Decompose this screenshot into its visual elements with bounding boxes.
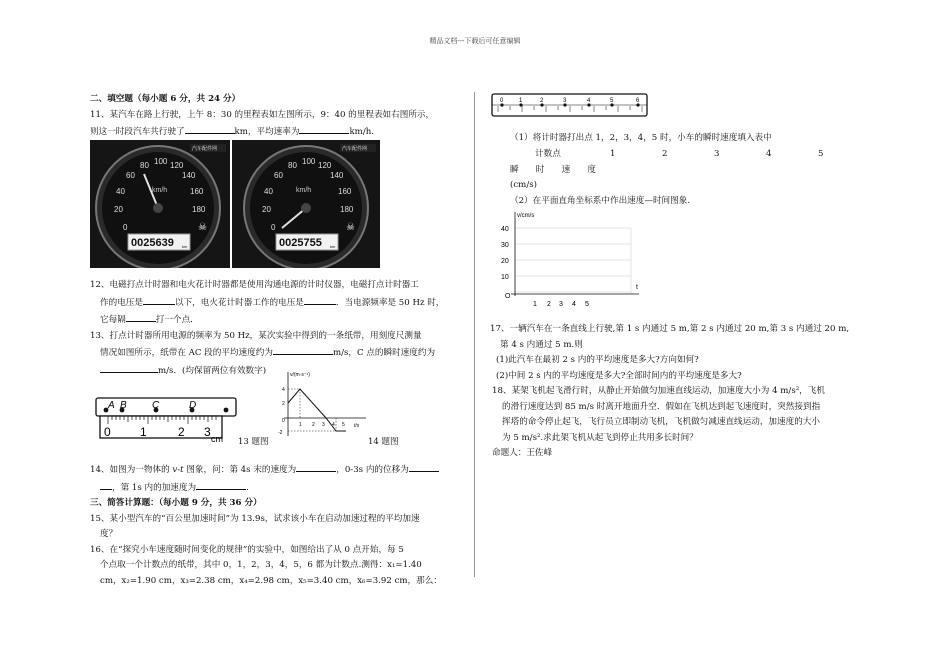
q12-text: 它每隔 xyxy=(100,315,126,325)
y-tick: -2 xyxy=(278,430,283,436)
tick-label: 180 xyxy=(340,205,354,214)
q12-line3 xyxy=(90,311,465,329)
tick-label: 100 xyxy=(302,157,316,166)
table-col: 5 xyxy=(818,148,824,159)
point-label: A xyxy=(108,400,115,411)
blank-q12-voltage1[interactable] xyxy=(143,294,175,305)
brand-label: 汽车配件网 xyxy=(192,146,218,152)
grid-x-tick: 5 xyxy=(585,301,589,308)
scale-label: 3 xyxy=(204,425,211,439)
brand-label: 汽车配件网 xyxy=(342,146,368,152)
tick-label: 140 xyxy=(330,171,344,180)
q13-text: m/s，C 点的瞬时速度约为 xyxy=(332,348,436,358)
tape-mark: 1 xyxy=(519,98,523,104)
warning-icon: ☠ xyxy=(346,222,355,233)
q15-line2: 度？ xyxy=(100,529,118,539)
q16-velocity-time-grid xyxy=(495,208,645,310)
q14-line1 xyxy=(90,461,465,479)
grid-x-tick: 4 xyxy=(572,301,576,308)
grid-y-tick: 10 xyxy=(501,274,509,281)
warning-icon: ☠ xyxy=(198,222,207,233)
blank-q12-interval[interactable] xyxy=(126,311,156,322)
q14-text: . xyxy=(246,482,249,493)
tick-label: 160 xyxy=(338,187,352,196)
tick-label: 120 xyxy=(318,161,332,170)
page-header: 精品文档---下载后可任意编辑 xyxy=(429,37,521,45)
grid-x-tick: 2 xyxy=(547,301,551,308)
right-column-q17-q18 xyxy=(490,322,890,462)
tick-label: 80 xyxy=(140,161,149,170)
q17-part1: (1)此汽车在最初 2 s 内的平均速度是多大?方向如何? xyxy=(496,355,699,365)
q12-text: 作的电压是 xyxy=(100,297,143,308)
blank-q14-velocity[interactable] xyxy=(296,461,336,472)
q15-line1: 15、某小型汽车的“百公里加速时间”为 13.9s，试求该小车在启动加速过程的平均加速 xyxy=(90,513,420,524)
x-tick: 4 xyxy=(332,422,335,428)
grid-y-label: v/cm/s xyxy=(517,213,535,219)
column-divider xyxy=(474,92,475,577)
odometer-image-right xyxy=(232,140,380,268)
section-calc-title: 三、简答计算题：（每小题 9 分，共 36 分） xyxy=(90,498,262,508)
blank-q14-displacement-cont[interactable] xyxy=(100,479,112,490)
table-col: 1 xyxy=(610,148,616,159)
q12-line1: 12、电磁打点计时器和电火花计时器都是使用沟通电源的计时仪器，电磁打点计时器工 xyxy=(90,280,419,290)
blank-q13-avg[interactable] xyxy=(273,344,333,355)
tick-label: 0 xyxy=(123,223,128,232)
table-col: 2 xyxy=(662,148,668,159)
velocity-table-header xyxy=(510,147,890,163)
q12-text: 打一个点． xyxy=(155,315,199,325)
tick-label: 20 xyxy=(114,205,123,214)
tick-label: 40 xyxy=(116,187,125,196)
x-axis-label: t/s xyxy=(354,423,360,429)
blank-q14-displacement[interactable] xyxy=(409,461,439,472)
grid-y-tick: 20 xyxy=(501,258,509,265)
tick-label: 0 xyxy=(271,223,276,232)
q18-line4: 为 5 m/s².求此架飞机从起飞到停止共用多长时间？ xyxy=(502,432,698,443)
point-label: C xyxy=(152,400,160,411)
odometer-unit: km xyxy=(182,244,188,249)
q16-part1: （1）将计时器打出点 1，2，3，4，5 时，小车的瞬时速度填入表中 xyxy=(510,133,772,143)
tape-mark: 0 xyxy=(500,98,504,104)
figure-13-ruler xyxy=(92,392,240,444)
tick-label: 60 xyxy=(274,171,283,180)
q14-text: ，0-3s 内的位移为 xyxy=(336,465,409,475)
q17-line2: 第 4 s 内通过 5 m.则 xyxy=(500,339,583,350)
speed-unit: km/h xyxy=(152,187,168,194)
vt-line xyxy=(288,389,346,431)
table-row-velocity: 瞬 时 速 度 xyxy=(510,164,596,175)
y-tick: 2 xyxy=(282,401,285,407)
grid-y-tick: 40 xyxy=(501,226,509,233)
tape-mark: 2 xyxy=(540,98,544,104)
q14-text: 14、如图为一物体的 xyxy=(90,465,173,475)
tape-mark: 5 xyxy=(610,98,614,104)
table-col: 3 xyxy=(714,148,720,159)
q18-line1: 18、某架飞机起飞滑行时，从静止开始做匀加速直线运动，加速度大小为 4 m/s²，飞机 xyxy=(492,386,825,396)
q13-text: m/s．(均保留两位有效数字) xyxy=(158,365,267,376)
q11-line2 xyxy=(90,123,465,141)
y-axis-label: v/(m·s⁻¹) xyxy=(290,372,310,378)
q12-line2 xyxy=(90,294,465,312)
tick-label: 40 xyxy=(264,187,273,196)
q11-text: km/h. xyxy=(349,127,374,137)
tape-mark: 3 xyxy=(563,98,567,104)
q18-line3: 挥塔的命令停止起飞，飞行员立即制动飞机，飞机做匀减速直线运动，加速度的大小 xyxy=(502,417,820,427)
section-fill-blank-title: 二、填空题（每小题 6 分，共 24 分） xyxy=(90,94,241,104)
tick-label: 20 xyxy=(262,205,271,214)
speedometer-left xyxy=(90,140,230,268)
odometer-reading: 0025755 xyxy=(279,237,322,249)
blank-q14-acceleration[interactable] xyxy=(196,479,246,490)
q13-line2 xyxy=(90,344,465,362)
x-tick: 3 xyxy=(322,422,325,428)
x-tick: 1 xyxy=(299,422,302,428)
unit-label: cm xyxy=(211,434,223,444)
table-row-unit: (cm/s) xyxy=(510,180,537,190)
figure-13-caption: 13 题图 xyxy=(238,437,269,447)
odometer-reading: 0025639 xyxy=(131,237,174,249)
q18-line2: 的滑行速度达到 85 m/s 时离开地面升空．假如在飞机达到起飞速度时，突然接到指 xyxy=(502,401,821,412)
y-tick: 4 xyxy=(282,387,285,393)
q11-line1: 11、某汽车在路上行驶，上午 8：30 的里程表如左图所示，9：40 的里程表如右图所示， xyxy=(90,109,435,120)
speedometer-right xyxy=(232,140,380,268)
scale-label: 1 xyxy=(140,425,147,439)
q12-text: 以下，电火花计时器工作的电压是 xyxy=(174,297,304,308)
scale-label: 0 xyxy=(104,425,111,439)
left-column-q12-q13 xyxy=(90,278,465,379)
q16-tape-figure xyxy=(490,92,650,118)
figure-14-caption: 14 题图 xyxy=(368,437,399,447)
tick-label: 60 xyxy=(126,171,135,180)
x-tick: 2 xyxy=(312,422,315,428)
blank-q12-voltage2[interactable] xyxy=(304,294,336,305)
blank-q13-inst[interactable] xyxy=(100,362,158,373)
q14-vt-text: v-t xyxy=(172,465,184,475)
table-head-count: 计数点 xyxy=(535,148,561,159)
q13-text: 情况如图所示，纸带在 AC 段的平均速度约为 xyxy=(100,348,273,358)
left-column-q14-q16 xyxy=(90,461,465,589)
grid-x-label: t xyxy=(636,284,638,291)
q13-line1: 13、打点计时器所用电源的频率为 50 Hz，某次实验中得到的一条纸带，用刻度尺测量 xyxy=(90,330,422,341)
q14-text: 图象，问：第 4s 末的速度为 xyxy=(183,465,297,475)
q16-line2: 个点取一个计数点的纸带，其中 0，1，2，3，4，5，6 都为计数点.测得：x₁=1.40 xyxy=(100,560,422,570)
y-tick: 0 xyxy=(282,418,285,424)
q16-part2: （2）在平面直角坐标系中作出速度—时间图象. xyxy=(510,195,691,206)
point-label: D xyxy=(189,400,197,411)
q11-text: km，平均速率为 xyxy=(234,127,300,137)
q16-line1: 16、在“探究小车速度随时间变化的规律”的实验中，如图给出了从 0 点开始，每 5 xyxy=(90,544,404,555)
blank-q11-distance[interactable] xyxy=(185,123,235,134)
q14-line2 xyxy=(90,479,465,497)
grid-y-tick: 30 xyxy=(501,242,509,249)
tape-mark: 4 xyxy=(587,98,591,104)
odometer-image-left xyxy=(90,140,230,268)
tick-label: 100 xyxy=(154,157,168,166)
speed-unit: km/h xyxy=(296,187,312,194)
blank-q11-speed[interactable] xyxy=(299,123,349,134)
scale-label: 2 xyxy=(178,425,185,439)
q17-part2: (2)中间 2 s 内的平均速度是多大?全部时间内的平均速度是多大? xyxy=(496,370,742,381)
q12-text: ．当电源频率是 50 Hz 时， xyxy=(335,297,445,308)
grid-x-tick: 3 xyxy=(559,301,563,308)
q14-text: ，第 1s 内的加速度为 xyxy=(112,482,197,493)
odometer-unit: km xyxy=(330,244,336,249)
table-col: 4 xyxy=(766,148,772,159)
left-column xyxy=(90,92,465,141)
x-tick: 5 xyxy=(342,422,345,428)
right-column-q16 xyxy=(510,131,890,209)
tick-label: 160 xyxy=(190,187,204,196)
q11-text: 则这一时段汽车共行驶了 xyxy=(90,127,185,137)
tick-label: 140 xyxy=(182,171,196,180)
tape-mark: 6 xyxy=(636,98,640,104)
grid-x-tick: 1 xyxy=(533,301,537,308)
tick-label: 120 xyxy=(170,161,184,170)
tick-label: 80 xyxy=(288,161,297,170)
figure-14-vt-graph xyxy=(270,368,370,440)
q16-line3: cm，x₂=1.90 cm，x₃=2.38 cm，x₄=2.98 cm，x₅=3.40 cm，x₆=3.92 cm，那么： xyxy=(100,575,442,586)
grid-origin: O xyxy=(505,293,511,300)
q17-line1: 17、一辆汽车在一条直线上行驶,第 1 s 内通过 5 m,第 2 s 内通过 20 m,第 3 s 内通过 20 m, xyxy=(490,324,850,334)
author-line: 命题人：王佐峰 xyxy=(492,448,553,458)
point-label: B xyxy=(120,400,127,411)
tick-label: 180 xyxy=(192,205,206,214)
